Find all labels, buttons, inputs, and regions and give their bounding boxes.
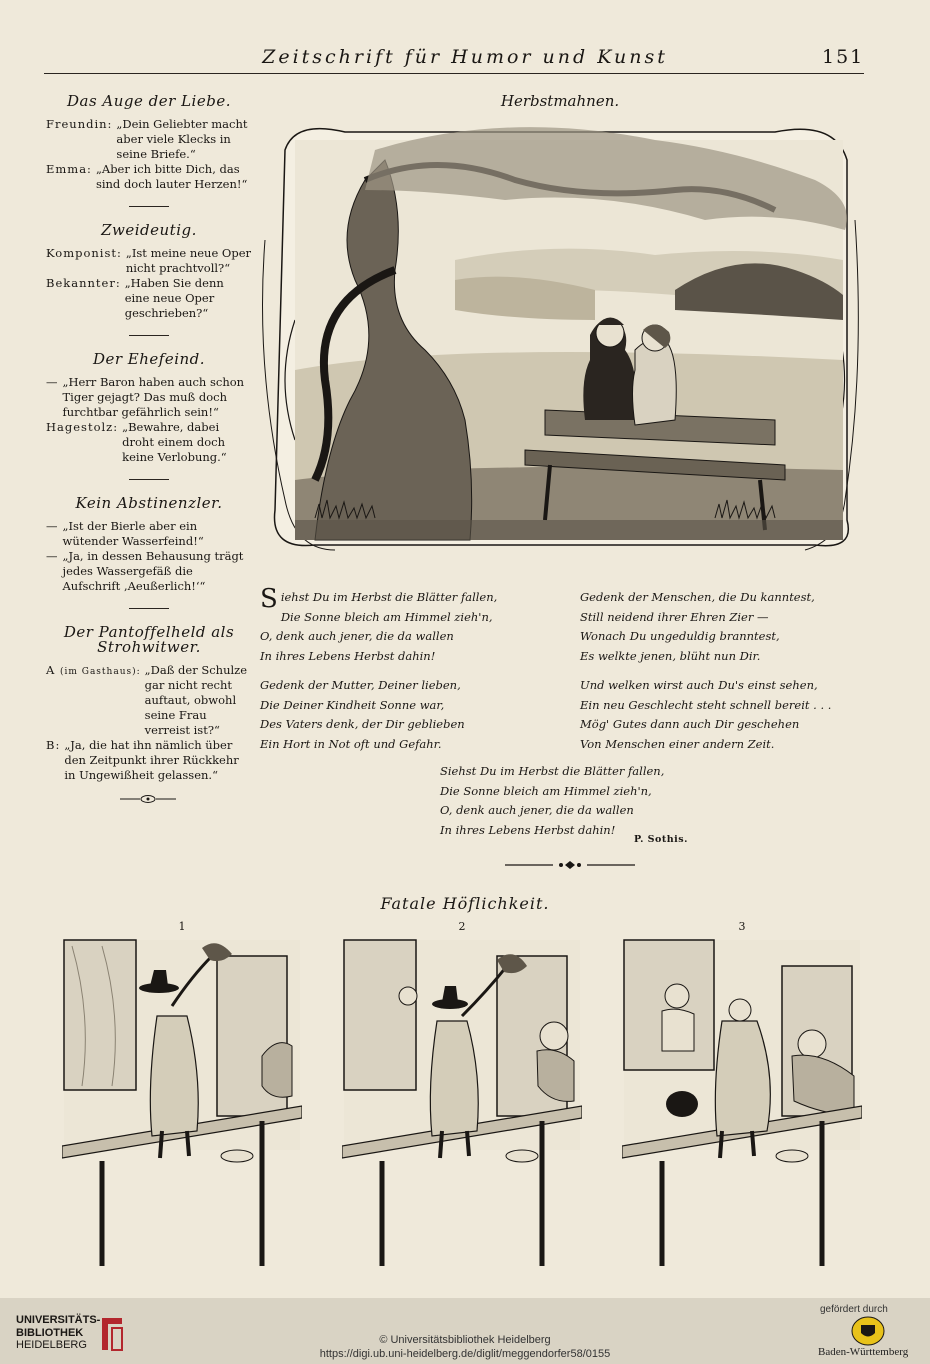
joke-line xyxy=(46,276,252,321)
poem-line: In ihres Lebens Herbst dahin! xyxy=(440,822,616,837)
cartoon-title: Fatale Höflichkeit. xyxy=(380,894,550,913)
joke-line xyxy=(46,375,252,420)
joke-speech: „Herr Baron haben auch schon Tiger gejagt? Das muß doch furchtbar gefährlich sein!“ xyxy=(62,375,245,419)
footer-bar xyxy=(0,1298,930,1364)
poem-line: Von Menschen einer andern Zeit. xyxy=(580,736,775,751)
page-number: 151 xyxy=(822,46,865,68)
cartoon-panel-1 xyxy=(62,920,302,1290)
joke-speaker: — xyxy=(46,375,59,389)
joke-speech: „Aber ich bitte Dich, das sind doch lauter Herzen!“ xyxy=(95,162,248,191)
cartoon-panel-2 xyxy=(342,920,582,1290)
poem-line: Ein Hort in Not oft und Gefahr. xyxy=(260,736,442,751)
source-url[interactable]: https://digi.ub.uni-heidelberg.de/diglit/meggendorfer58/0155 xyxy=(319,1348,611,1360)
poem-line: Siehst Du im Herbst die Blätter fallen, xyxy=(440,764,665,778)
joke xyxy=(46,352,252,465)
poem-line: Die Deiner Kindheit Sonne war, xyxy=(260,697,445,712)
poem-stanza-1 xyxy=(260,584,498,666)
joke-speaker: B: xyxy=(46,738,61,752)
poem-line: Gedenk der Menschen, die Du kanntest, xyxy=(580,590,815,604)
joke-title: Der Pantoffelheld als Strohwitwer. xyxy=(63,623,235,656)
panel-number: 1 xyxy=(178,920,186,933)
joke-title: Das Auge der Liebe. xyxy=(67,92,231,110)
joke-speech: „Ja, die hat ihn nämlich über den Zeitpunkt ihrer Rückkehr in Ungewißheit gelassen.“ xyxy=(64,738,239,782)
poem-line: Die Sonne bleich am Himmel zieh'n, xyxy=(440,783,652,798)
joke-speaker: Komponist: xyxy=(46,246,122,260)
poem-line: In ihres Lebens Herbst dahin! xyxy=(260,648,436,663)
joke-title: Kein Abstinenzler. xyxy=(75,494,223,512)
joke-line xyxy=(46,162,252,192)
stage-note: (im Gasthaus): xyxy=(59,667,141,677)
joke-speech: „Haben Sie denn eine neue Oper geschrieben?“ xyxy=(124,276,224,320)
separator-rule xyxy=(129,206,169,207)
library-line: UNIVERSITÄTS- xyxy=(16,1314,101,1326)
joke-speaker: Emma: xyxy=(46,162,92,176)
poem-title: Herbstmahnen. xyxy=(500,92,620,110)
joke-speaker: — xyxy=(46,519,59,533)
poem-stanza-2 xyxy=(260,676,465,754)
joke-speaker: Bekannter: xyxy=(46,276,121,290)
poem-line: Die Sonne bleich am Himmel zieh'n, xyxy=(280,609,493,624)
library-line: HEIDELBERG xyxy=(16,1339,87,1351)
joke-speaker: Freundin: xyxy=(46,117,113,131)
panel-drawing xyxy=(342,936,582,1286)
joke-speaker xyxy=(46,663,145,738)
panel-drawing xyxy=(622,936,862,1286)
joke-line xyxy=(46,519,252,549)
poem-stanza-4 xyxy=(580,676,831,754)
cartoon-panel-3 xyxy=(622,920,862,1290)
library-line: BIBLIOTHEK xyxy=(16,1326,84,1339)
panel-drawing xyxy=(62,936,302,1286)
poem-line: Mög' Gutes dann auch Dir geschehen xyxy=(580,717,800,731)
joke-speech: „Bewahre, dabei droht einem doch keine Verlobung.“ xyxy=(122,420,227,464)
joke-line xyxy=(46,549,252,594)
joke-line xyxy=(46,663,252,738)
poem-line: O, denk auch jener, die da wallen xyxy=(260,629,454,643)
sponsor-label: gefördert durch xyxy=(820,1304,888,1315)
separator-rule xyxy=(129,608,169,609)
poem-line: Ein neu Geschlecht steht schnell bereit . . . xyxy=(580,697,832,712)
joke-line xyxy=(46,738,252,783)
header-rule xyxy=(44,73,864,74)
jokes-column xyxy=(46,90,252,805)
poem-line: Still neidend ihrer Ehren Zier — xyxy=(580,609,769,624)
joke-speaker-name: A xyxy=(46,663,56,677)
ornament-left xyxy=(118,793,178,805)
joke-speaker: — xyxy=(46,549,59,563)
ornament-center xyxy=(505,858,635,872)
joke-speech: „Dein Geliebter macht aber viele Klecks in seine Briefe.“ xyxy=(116,117,248,161)
state-seal-icon xyxy=(851,1316,885,1346)
poem-line: Es welkte jenen, blüht nun Dir. xyxy=(580,648,761,663)
joke xyxy=(46,94,252,192)
poem-line: Und welken wirst auch Du's einst sehen, xyxy=(580,678,818,692)
joke-line xyxy=(46,246,252,276)
panel-number: 3 xyxy=(738,920,746,933)
autumn-couple-illustration xyxy=(255,120,865,560)
joke-speech: „Daß der Schulze gar nicht recht auftaut, obwohl seine Frau verreist ist?“ xyxy=(144,663,248,737)
copyright-text: © Universitätsbibliothek Heidelberg xyxy=(379,1334,551,1346)
sponsor-name: Baden-Württemberg xyxy=(818,1346,909,1358)
joke-title: Der Ehefeind. xyxy=(92,350,206,368)
joke-line xyxy=(46,420,252,465)
panel-number: 2 xyxy=(458,920,466,933)
joke-title: Zweideutig. xyxy=(101,221,197,239)
joke xyxy=(46,223,252,321)
page-header xyxy=(0,44,930,74)
poem-author: P. Sothis. xyxy=(634,834,688,845)
separator-rule xyxy=(129,479,169,480)
drop-cap: S xyxy=(260,584,278,614)
poem-stanza-3 xyxy=(580,588,815,666)
joke-speech: „Ist der Bierle aber ein wütender Wasserfeind!“ xyxy=(62,519,204,548)
joke-speech: „Ja, in dessen Behausung trägt jedes Wassergefäß die Aufschrift ‚Aeußerlich!‘“ xyxy=(62,549,244,593)
poem-line: O, denk auch jener, die da wallen xyxy=(440,803,634,817)
poem-line: Des Vaters denk, der Dir geblieben xyxy=(260,717,465,731)
joke xyxy=(46,496,252,594)
joke xyxy=(46,625,252,783)
poem-stanza-5 xyxy=(440,762,664,840)
joke-line xyxy=(46,117,252,162)
joke-speech: „Ist meine neue Oper nicht prachtvoll?“ xyxy=(125,246,251,275)
journal-title: Zeitschrift für Humor und Kunst xyxy=(262,46,668,68)
separator-rule xyxy=(129,335,169,336)
poem-line: Gedenk der Mutter, Deiner lieben, xyxy=(260,678,461,692)
poem-line: iehst Du im Herbst die Blätter fallen, xyxy=(280,590,498,604)
joke-speaker: Hagestolz: xyxy=(46,420,119,434)
poem-line: Wonach Du ungeduldig branntest, xyxy=(580,629,780,643)
